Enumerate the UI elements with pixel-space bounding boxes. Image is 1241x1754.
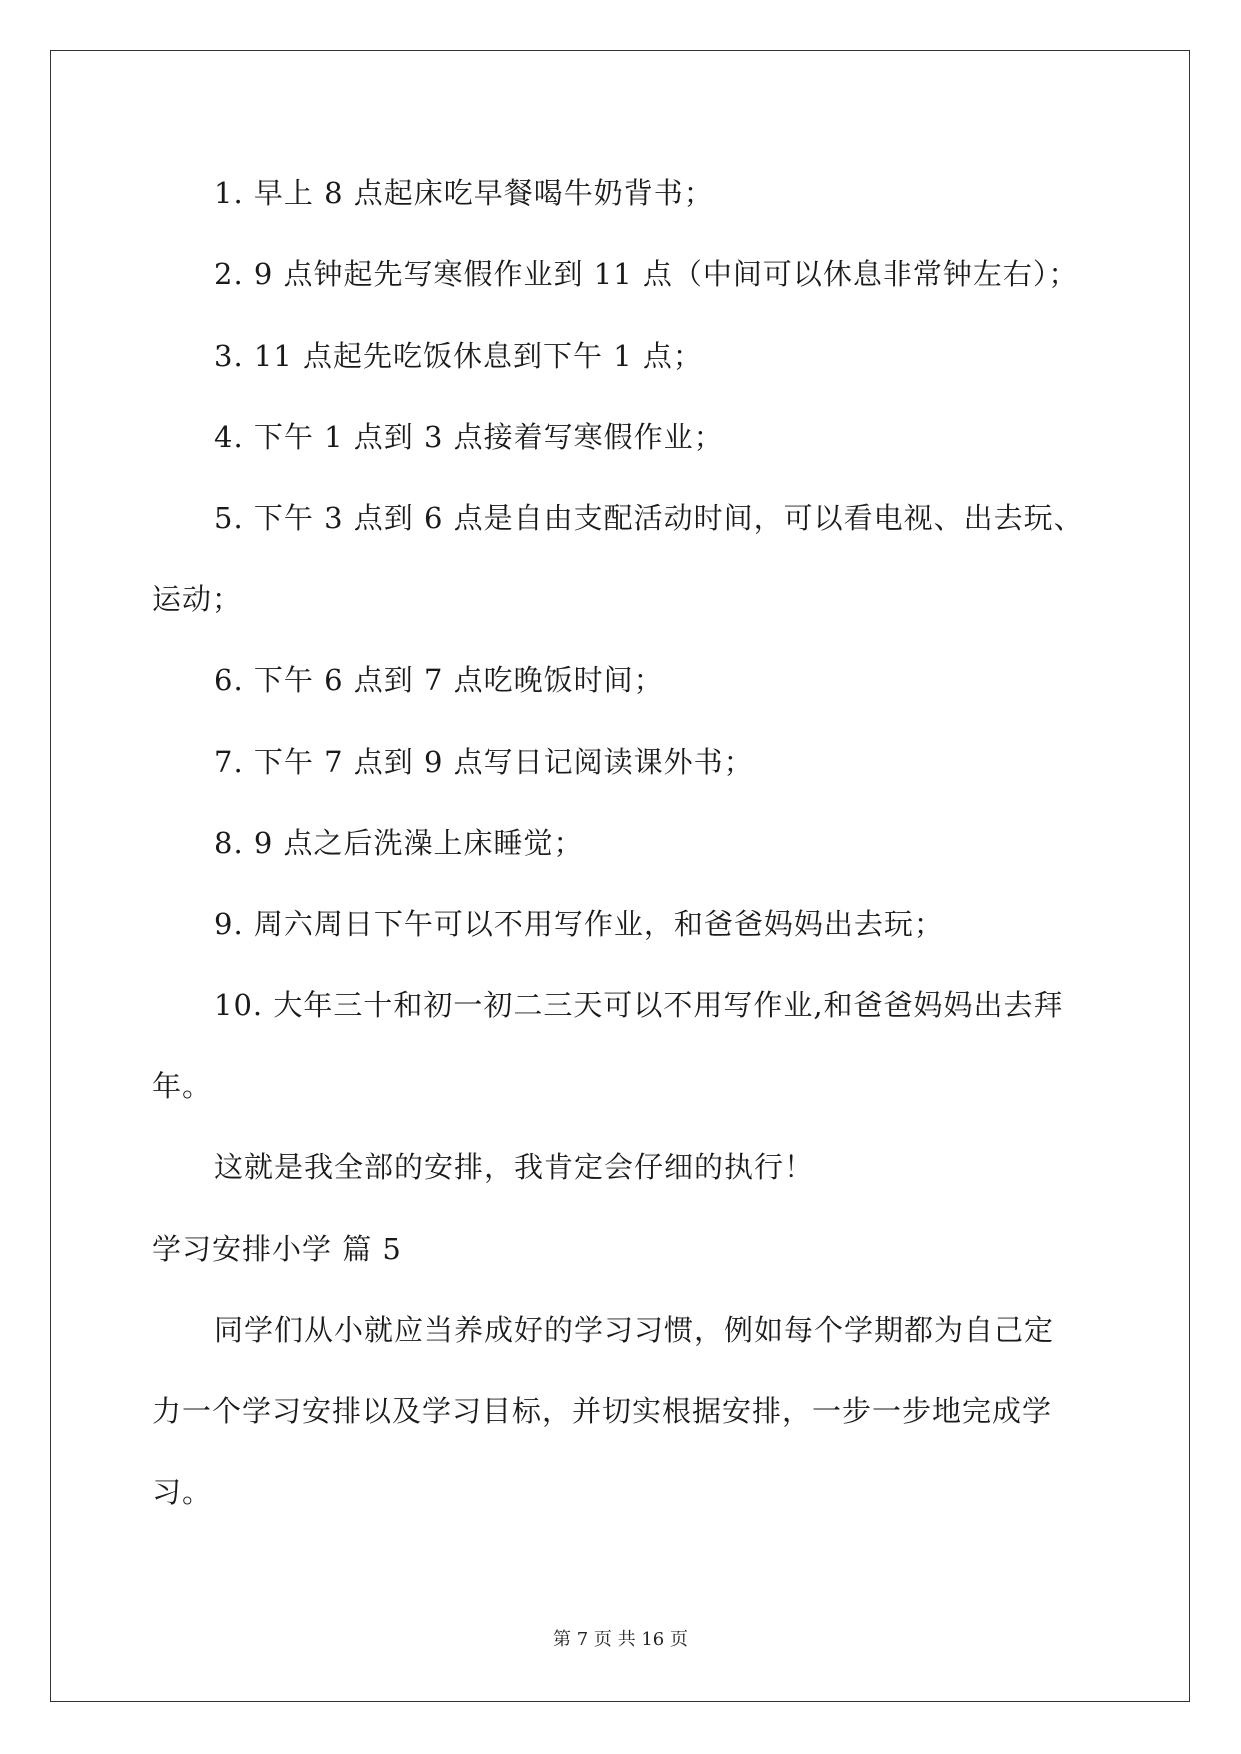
section-heading: 学习安排小学 篇 5 — [152, 1232, 402, 1266]
page-footer: 第 7 页 共 16 页 — [553, 1629, 688, 1650]
paragraph-continuation: 力一个学习安排以及学习目标，并切实根据安排，一步一步地完成学 — [152, 1394, 1053, 1428]
list-item: 5. 下午 3 点到 6 点是自由支配活动时间，可以看电视、出去玩、 — [214, 501, 1084, 535]
list-item: 4. 下午 1 点到 3 点接着写寒假作业； — [214, 420, 724, 454]
paragraph: 同学们从小就应当养成好的学习习惯，例如每个学期都为自己定 — [214, 1313, 1055, 1347]
list-item: 9. 周六周日下午可以不用写作业，和爸爸妈妈出去玩； — [214, 907, 944, 941]
list-item: 8. 9 点之后洗澡上床睡觉； — [214, 826, 584, 860]
paragraph: 这就是我全部的安排，我肯定会仔细的执行！ — [214, 1150, 815, 1184]
page-frame — [50, 50, 1190, 1702]
list-item: 10. 大年三十和初一初二三天可以不用写作业,和爸爸妈妈出去拜 — [214, 988, 1064, 1022]
list-item-continuation: 运动； — [152, 582, 243, 616]
list-item: 2. 9 点钟起先写寒假作业到 11 点（中间可以休息非常钟左右）； — [214, 257, 1079, 291]
list-item: 6. 下午 6 点到 7 点吃晚饭时间； — [214, 663, 664, 697]
list-item: 1. 早上 8 点起床吃早餐喝牛奶背书； — [214, 176, 714, 210]
list-item: 7. 下午 7 点到 9 点写日记阅读课外书； — [214, 745, 754, 779]
list-item: 3. 11 点起先吃饭休息到下午 1 点； — [214, 339, 703, 373]
list-item-continuation: 年。 — [152, 1069, 213, 1103]
paragraph-continuation: 习。 — [152, 1475, 213, 1509]
